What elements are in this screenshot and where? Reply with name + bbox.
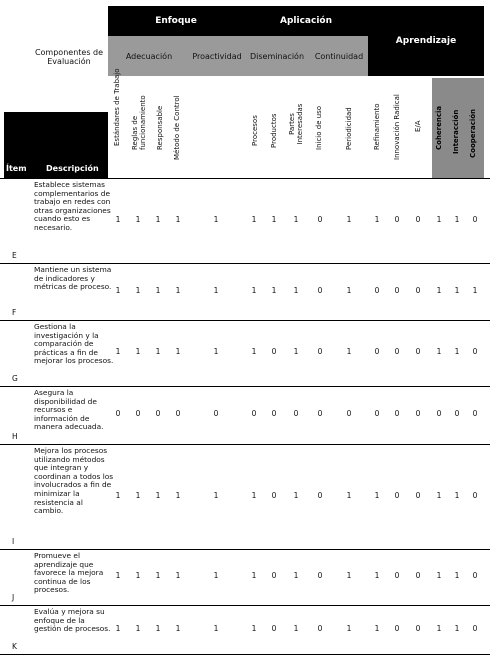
row-value: 0	[454, 409, 460, 418]
row-value: 1	[251, 347, 257, 356]
row-value: 1	[251, 490, 257, 500]
row-value: 1	[175, 285, 181, 295]
subheader-diseminacion-label: Diseminación	[249, 51, 305, 61]
header-aprendizaje	[368, 6, 484, 76]
row-value: 1	[374, 623, 380, 633]
row-value: 1	[213, 571, 219, 580]
row-value: 1	[115, 347, 121, 356]
row-value: 1	[155, 347, 161, 356]
row-item: E	[12, 251, 17, 260]
row-value: 0	[436, 409, 442, 418]
row-value: 1	[175, 214, 181, 224]
row-value: 0	[317, 347, 323, 356]
col-estandares: Estándares de Trabajo	[113, 68, 121, 146]
row-value: 1	[436, 214, 442, 224]
row-value: 1	[251, 571, 257, 580]
subheader-adecuacion-label: Adecuación	[125, 51, 173, 61]
row-value: 1	[213, 214, 219, 224]
row-divider	[0, 654, 490, 655]
row-value: 1	[346, 285, 352, 295]
col-reglas-label: Reglas de funcionamiento	[131, 95, 147, 150]
row-divider	[0, 444, 490, 445]
row-value: 1	[135, 490, 141, 500]
col-cooperacion: Cooperación	[469, 108, 477, 158]
row-item: J	[12, 593, 15, 602]
row-item: F	[12, 308, 17, 317]
row-value: 1	[374, 571, 380, 580]
col-metodo: Método de Control	[173, 95, 181, 160]
row-value: 1	[293, 623, 299, 633]
row-item: G	[12, 374, 18, 383]
item-header	[6, 164, 27, 173]
row-value: 0	[374, 347, 380, 356]
col-coherencia: Coherencia	[435, 105, 443, 150]
col-periodicidad: Periodicidad	[345, 107, 353, 150]
subheader-proactividad-label: Proactividad	[192, 51, 242, 61]
row-value: 1	[374, 490, 380, 500]
descripcion-header-label: Descripción	[46, 164, 99, 173]
row-value: 0	[317, 214, 323, 224]
row-value: 0	[293, 409, 299, 418]
row-value: 0	[472, 490, 478, 500]
row-value: 0	[472, 409, 478, 418]
row-value: 0	[374, 285, 380, 295]
row-value: 1	[293, 214, 299, 224]
row-value: 1	[213, 623, 219, 633]
col-innovacion: Innovación Radical	[393, 94, 401, 160]
row-value: 1	[346, 347, 352, 356]
header-aplicacion	[244, 6, 368, 36]
row-value: 1	[115, 571, 121, 580]
item-header-label: Ítem	[6, 164, 27, 173]
row-value: 0	[394, 571, 400, 580]
row-value: 1	[175, 490, 181, 500]
row-value: 0	[394, 347, 400, 356]
col-partes-label: Partes Interesadas	[288, 103, 304, 145]
subheader-continuidad	[310, 36, 368, 76]
row-value: 1	[271, 214, 277, 224]
row-value: 1	[472, 285, 478, 295]
row-value: 1	[135, 347, 141, 356]
row-value: 1	[293, 490, 299, 500]
row-value: 0	[271, 347, 277, 356]
row-value: 0	[415, 409, 421, 418]
row-divider	[0, 320, 490, 321]
row-value: 0	[346, 409, 352, 418]
row-value: 1	[251, 623, 257, 633]
row-value: 1	[454, 285, 460, 295]
row-value: 0	[472, 347, 478, 356]
row-description: Asegura la disponibilidad de recursos e información de manera adecuada.	[34, 388, 104, 432]
row-value: 1	[175, 623, 181, 633]
componentes-label	[30, 48, 108, 66]
row-description: Mejora los procesos utilizando métodos que integran y coordinan a todos los involucrados a fin de minimizar la resistencia al cambio.	[34, 446, 114, 516]
row-value: 1	[454, 571, 460, 580]
row-value: 1	[155, 285, 161, 295]
row-value: 0	[394, 285, 400, 295]
row-value: 0	[317, 409, 323, 418]
row-value: 0	[415, 214, 421, 224]
row-value: 1	[346, 214, 352, 224]
row-value: 0	[394, 623, 400, 633]
row-value: 1	[436, 285, 442, 295]
row-value: 1	[436, 623, 442, 633]
componentes-text: Componentes de Evaluación	[34, 48, 104, 66]
row-value: 1	[155, 623, 161, 633]
col-inicio: Inicio de uso	[315, 105, 323, 150]
row-value: 0	[175, 409, 181, 418]
row-description: Mantiene un sistema de indicadores y métricas de proceso.	[34, 265, 112, 292]
col-interaccion: Interacción	[452, 109, 460, 154]
row-value: 0	[374, 409, 380, 418]
row-divider	[0, 386, 490, 387]
row-value: 1	[213, 285, 219, 295]
header-divider	[0, 178, 490, 179]
row-value: 1	[293, 285, 299, 295]
col-productos: Productos	[270, 113, 278, 148]
row-value: 0	[155, 409, 161, 418]
row-value: 0	[317, 571, 323, 580]
row-value: 0	[271, 623, 277, 633]
row-value: 0	[271, 409, 277, 418]
header-enfoque-label: Enfoque	[155, 16, 197, 26]
row-value: 0	[271, 490, 277, 500]
row-value: 0	[415, 571, 421, 580]
row-description: Evalúa y mejora su enfoque de la gestión de procesos.	[34, 607, 111, 634]
row-value: 1	[436, 347, 442, 356]
row-value: 1	[115, 490, 121, 500]
row-value: 1	[175, 347, 181, 356]
row-description: Gestiona la investigación y la comparación de prácticas a fin de mejorar los procesos.	[34, 322, 114, 366]
row-divider	[0, 605, 490, 606]
row-value: 0	[415, 623, 421, 633]
col-responsable: Responsable	[156, 105, 164, 150]
row-item: I	[12, 537, 15, 546]
row-value: 0	[415, 347, 421, 356]
row-value: 1	[135, 571, 141, 580]
row-value: 1	[155, 490, 161, 500]
row-value: 1	[293, 571, 299, 580]
row-value: 1	[115, 214, 121, 224]
row-value: 1	[346, 490, 352, 500]
row-value: 1	[175, 571, 181, 580]
subheader-continuidad-label: Continuidad	[314, 51, 364, 61]
row-value: 1	[346, 571, 352, 580]
row-item: H	[12, 432, 18, 441]
row-value: 1	[454, 214, 460, 224]
row-value: 1	[135, 623, 141, 633]
row-value: 1	[115, 623, 121, 633]
subheader-proactividad	[190, 36, 244, 76]
row-value: 0	[317, 623, 323, 633]
row-value: 0	[317, 490, 323, 500]
row-description: Establece sistemas complementarios de trabajo en redes con otras organizaciones cuando esto es necesario.	[34, 180, 111, 232]
col-refinamiento: Refinamiento	[373, 103, 381, 150]
row-value: 1	[436, 571, 442, 580]
col-reglas	[131, 90, 147, 150]
col-partes	[288, 100, 304, 148]
row-value: 0	[472, 214, 478, 224]
row-value: 1	[251, 285, 257, 295]
row-value: 1	[271, 285, 277, 295]
row-divider	[0, 263, 490, 264]
row-value: 1	[346, 623, 352, 633]
row-value: 1	[213, 490, 219, 500]
row-value: 0	[271, 571, 277, 580]
row-value: 0	[394, 409, 400, 418]
row-value: 0	[472, 623, 478, 633]
row-value: 1	[251, 214, 257, 224]
row-value: 1	[115, 285, 121, 295]
header-aplicacion-label: Aplicación	[280, 16, 332, 26]
row-value: 1	[436, 490, 442, 500]
row-description: Promueve el aprendizaje que favorece la mejora continua de los procesos.	[34, 551, 104, 595]
row-value: 1	[135, 214, 141, 224]
row-value: 0	[472, 571, 478, 580]
row-value: 0	[213, 409, 219, 418]
row-value: 1	[293, 347, 299, 356]
row-value: 0	[394, 490, 400, 500]
subheader-diseminacion	[244, 36, 310, 76]
row-value: 0	[251, 409, 257, 418]
row-value: 1	[374, 214, 380, 224]
row-value: 0	[317, 285, 323, 295]
row-value: 1	[155, 571, 161, 580]
row-value: 1	[213, 347, 219, 356]
row-value: 1	[155, 214, 161, 224]
row-value: 0	[394, 214, 400, 224]
row-value: 0	[115, 409, 121, 418]
col-procesos: Procesos	[251, 115, 259, 146]
descripcion-header	[46, 164, 99, 173]
row-value: 0	[135, 409, 141, 418]
row-value: 1	[135, 285, 141, 295]
row-value: 1	[454, 490, 460, 500]
row-value: 1	[454, 623, 460, 633]
col-ea: E/A	[414, 120, 422, 132]
row-item: K	[12, 642, 17, 651]
row-value: 0	[415, 285, 421, 295]
row-value: 1	[454, 347, 460, 356]
header-aprendizaje-label: Aprendizaje	[395, 36, 457, 46]
row-divider	[0, 549, 490, 550]
row-value: 0	[415, 490, 421, 500]
header-enfoque	[108, 6, 244, 36]
